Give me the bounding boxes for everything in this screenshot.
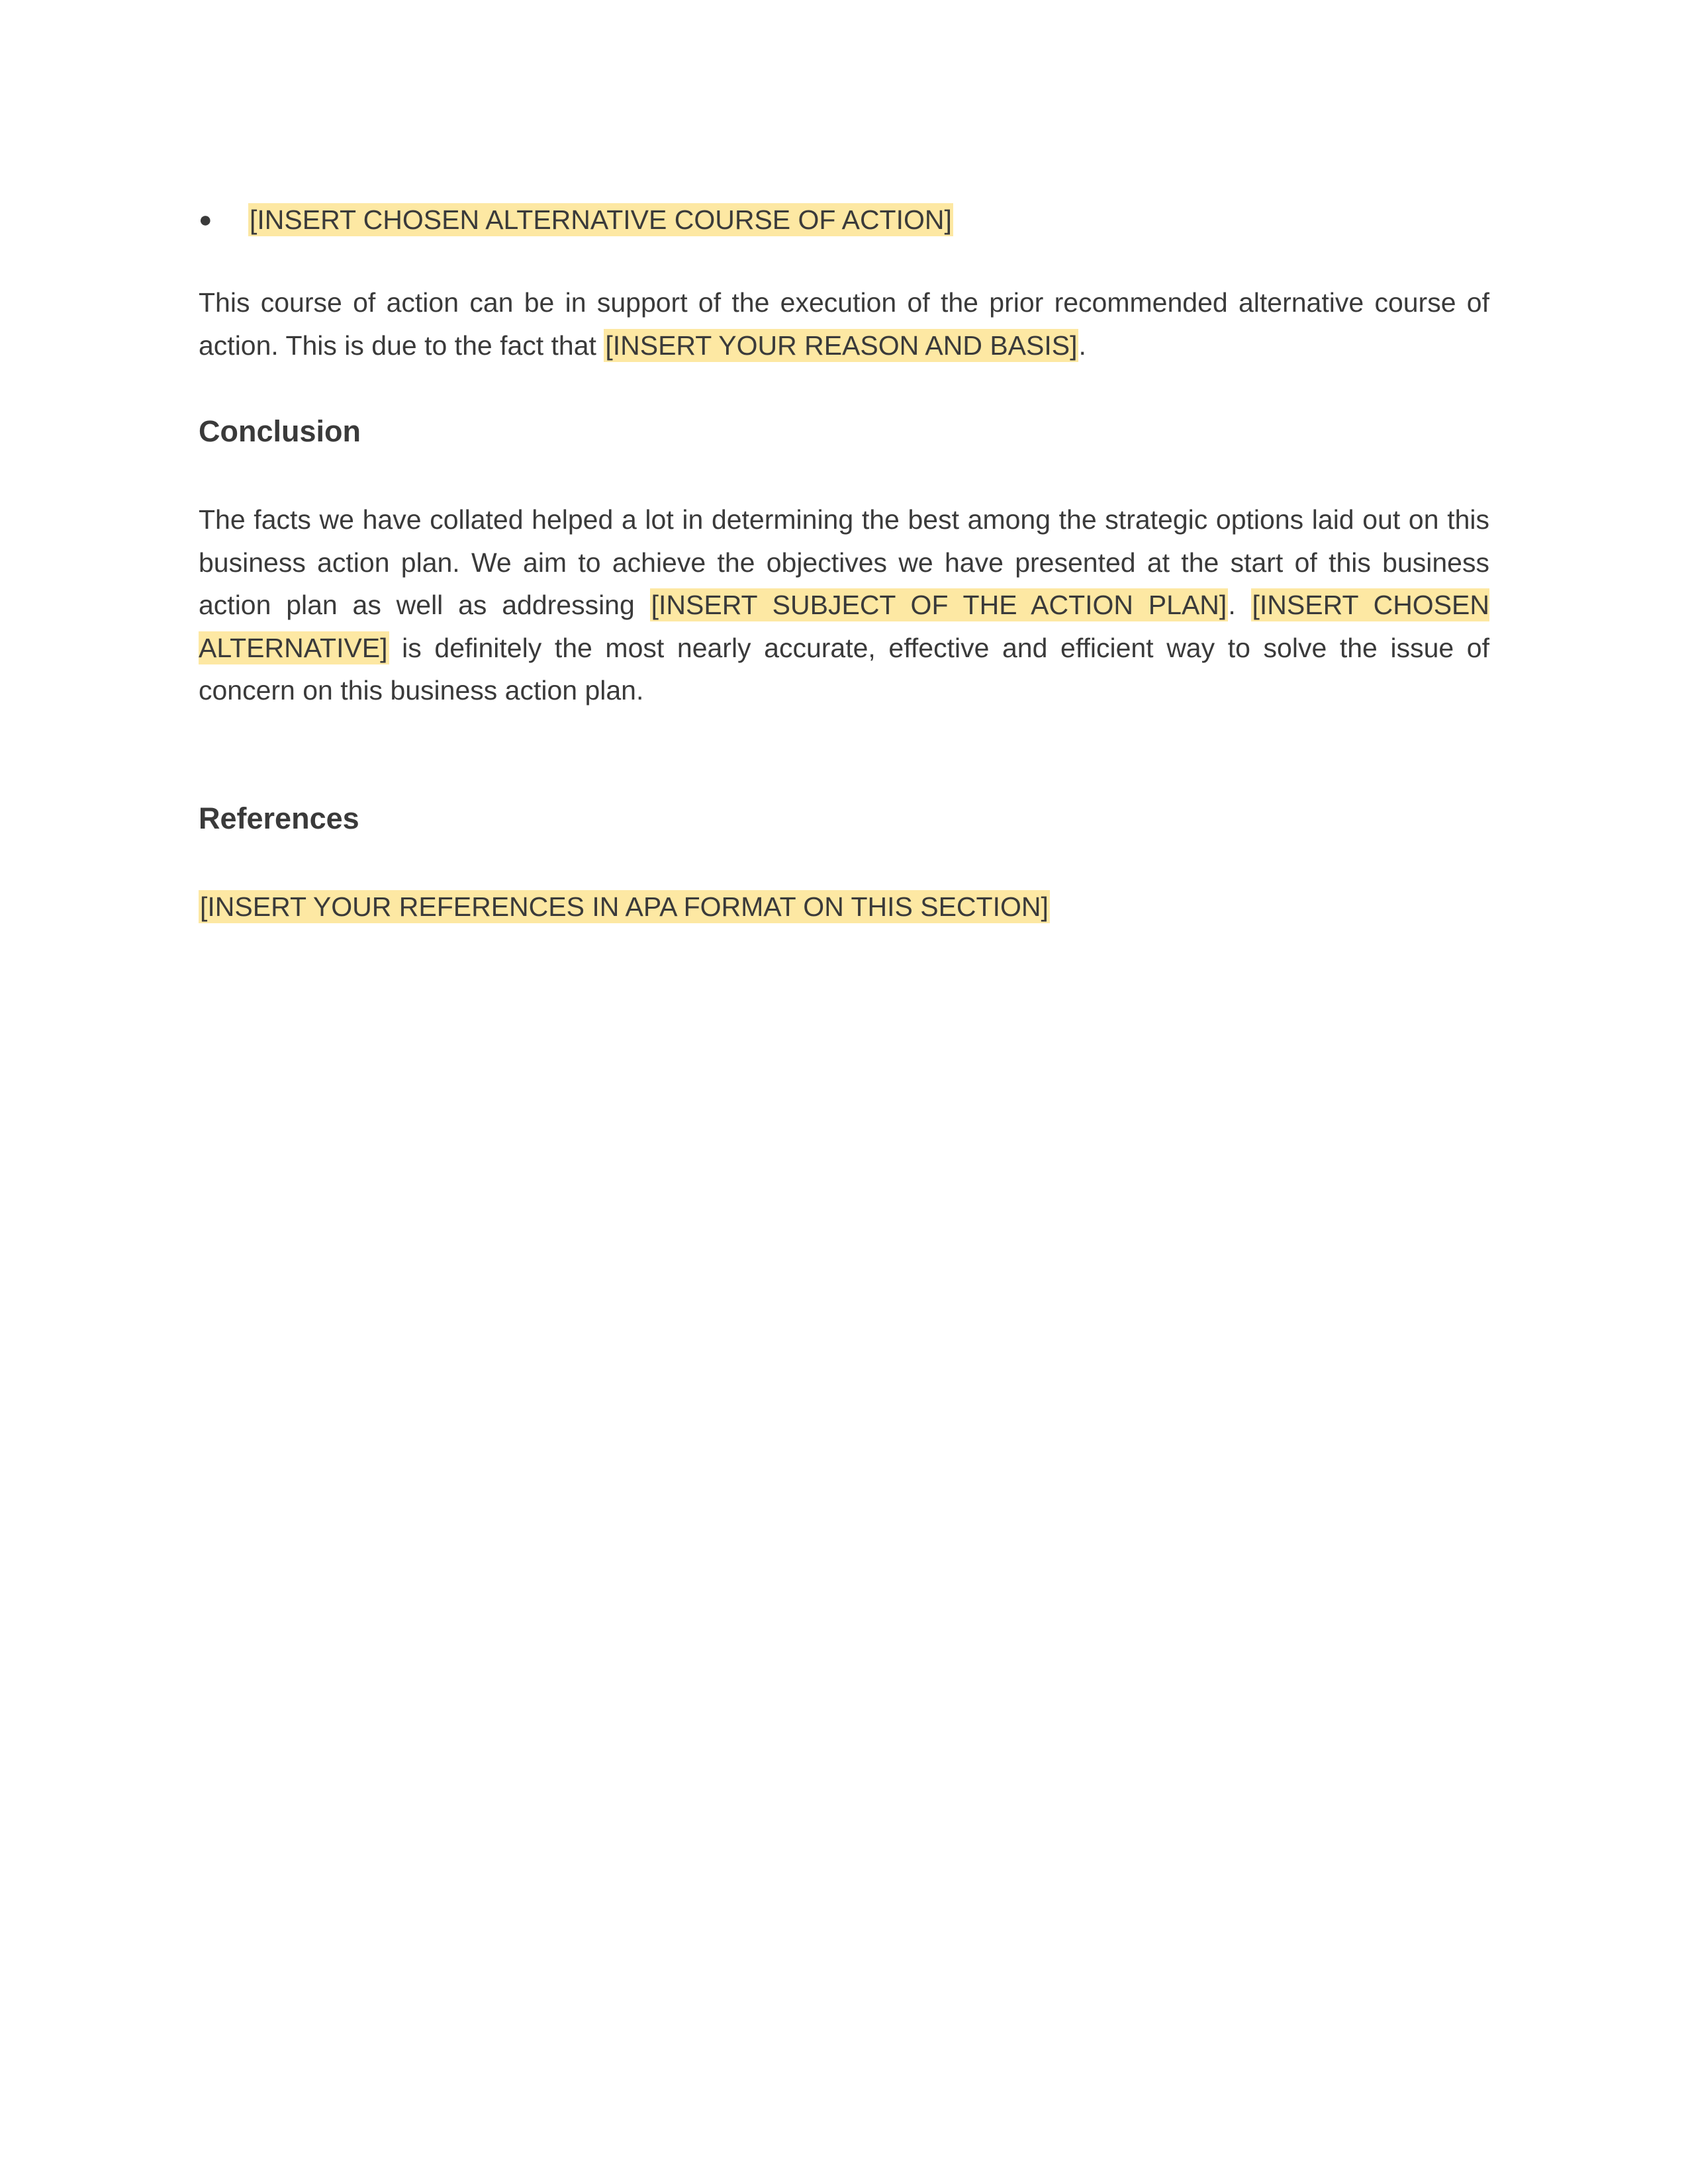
placeholder-references-apa: [INSERT YOUR REFERENCES IN APA FORMAT ON THIS SECTION]	[200, 891, 1049, 922]
conclusion-heading: Conclusion	[199, 414, 361, 448]
support-paragraph-end: .	[1078, 330, 1086, 361]
references-heading: References	[199, 801, 359, 835]
conclusion-paragraph	[199, 498, 1489, 712]
placeholder-chosen-alternative: [INSERT CHOSEN ALTERNATIVE]	[199, 590, 1489, 663]
bullet-icon: ●	[199, 207, 212, 232]
placeholder-subject-action-plan: [INSERT SUBJECT OF THE ACTION PLAN]	[651, 590, 1227, 620]
conclusion-text-c: is definitely the most nearly accurate, effective and efficient way to solve the issue of concern on this business action plan.	[199, 632, 1489, 705]
bullet-item	[199, 199, 953, 241]
conclusion-text-a: The facts we have collated helped a lot in determining the best among the strategic options laid out on this business action plan. We aim to achieve the objectives we have presented at the start of this business action plan as well as addressing	[199, 504, 1489, 620]
placeholder-chosen-alternative-course: [INSERT CHOSEN ALTERNATIVE COURSE OF ACTION]	[250, 205, 952, 235]
placeholder-reason-basis: [INSERT YOUR REASON AND BASIS]	[605, 330, 1078, 361]
references-body	[199, 886, 1050, 928]
support-paragraph	[199, 281, 1489, 367]
support-paragraph-text: This course of action can be in support of the execution of the prior recommended alternative course of action. This is due to the fact that	[199, 287, 1489, 361]
conclusion-text-b: .	[1228, 590, 1251, 620]
